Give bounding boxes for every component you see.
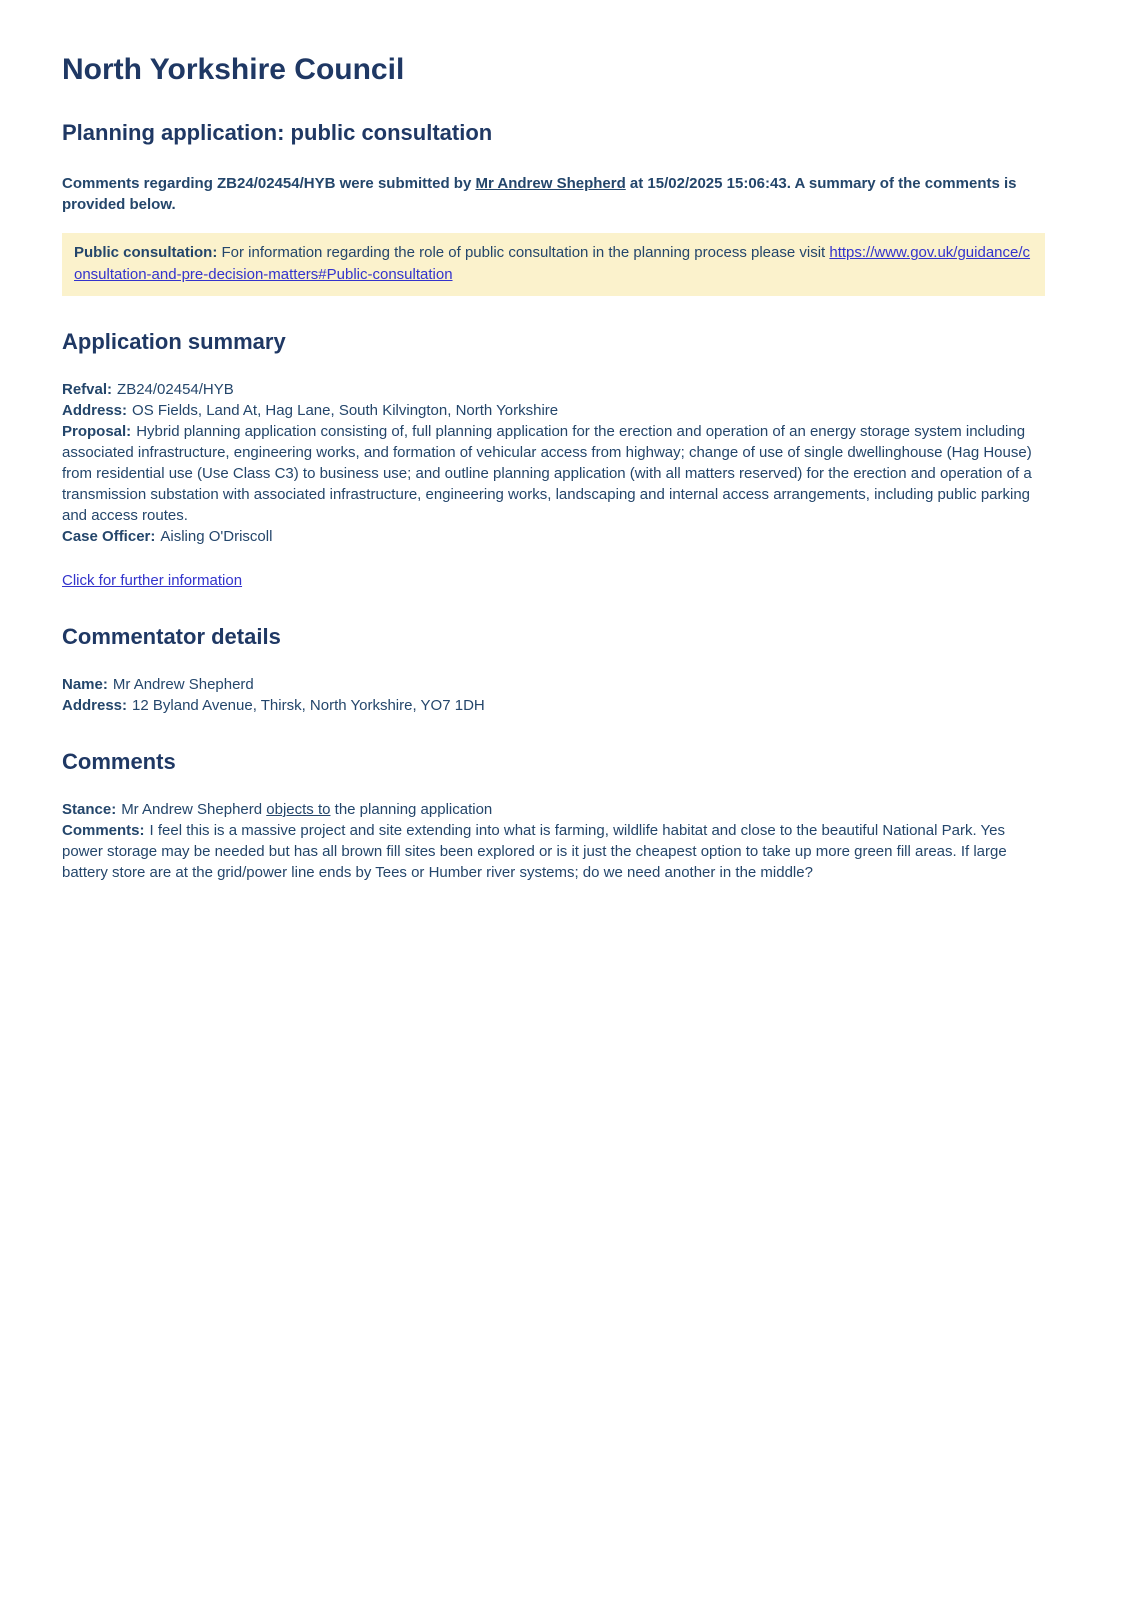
proposal-label: Proposal: [62, 423, 132, 440]
refval-value: ZB24/02454/HYB [117, 381, 234, 398]
notice-text: For information regarding the role of public consultation in the planning process please visit [217, 244, 830, 261]
site-address-value: OS Fields, Land At, Hag Lane, South Kilvington, North Yorkshire [132, 402, 559, 419]
page-title: North Yorkshire Council [62, 53, 405, 86]
commentator-name-row [62, 674, 1045, 695]
commenter-name-link[interactable]: Mr Andrew Shepherd [475, 175, 626, 192]
stance-label: Stance: [62, 801, 117, 818]
intro-text-after: at 15/02/2025 15:06:43. A summary of the comments is provided below. [62, 175, 1017, 213]
comments-heading: Comments [62, 749, 176, 774]
commentator-name-label: Name: [62, 676, 108, 693]
stance-objects-to: objects to [266, 801, 331, 818]
application-summary-details [62, 379, 1045, 547]
comments-row [62, 820, 1045, 883]
case-officer-row [62, 526, 1045, 547]
notice-label: Public consultation: [74, 244, 218, 261]
site-address-row [62, 400, 1045, 421]
commentator-address-row [62, 695, 1045, 716]
intro-paragraph [62, 173, 1045, 215]
commentator-address-value: 12 Byland Avenue, Thirsk, North Yorkshire, YO7 1DH [132, 697, 485, 714]
gov-uk-consultation-link[interactable]: https://www.gov.uk/guidance/consultation-and-pre-decision-matters#Public-consultation [74, 244, 1031, 283]
case-officer-value: Aisling O'Driscoll [160, 528, 273, 545]
comments-block [62, 799, 1045, 883]
stance-text-before: Mr Andrew Shepherd [121, 801, 267, 818]
refval-label: Refval: [62, 381, 113, 398]
comments-label: Comments: [62, 822, 145, 839]
case-officer-label: Case Officer: [62, 528, 156, 545]
stance-row [62, 799, 1045, 820]
proposal-value: Hybrid planning application consisting of, full planning application for the erection and operation of an energy storage system including associated infrastructure, engineering works, and formation of vehicular access from highway; change of use of single dwellinghouse (Hag House) from residential use (Use Class C3) to business use; and outline planning application (with all matters reserved) for the erection and operation of a transmission substation with associated infrastructure, engineering works, landscaping and internal access arrangements, including public parking and access routes. [62, 423, 1032, 524]
page-subtitle: Planning application: public consultation [62, 120, 493, 145]
proposal-row [62, 421, 1045, 526]
commentator-details-heading: Commentator details [62, 624, 281, 649]
site-address-label: Address: [62, 402, 128, 419]
intro-text-before: Comments regarding ZB24/02454/HYB were submitted by [62, 175, 476, 192]
commentator-details-block [62, 674, 1045, 716]
further-information-link[interactable]: Click for further information [62, 572, 243, 589]
stance-text-after: the planning application [330, 801, 493, 818]
public-consultation-notice [62, 233, 1045, 296]
refval-row [62, 379, 1045, 400]
commentator-address-label: Address: [62, 697, 128, 714]
commentator-name-value: Mr Andrew Shepherd [112, 676, 254, 693]
application-summary-heading: Application summary [62, 329, 286, 354]
comments-text: I feel this is a massive project and site extending into what is farming, wildlife habitat and close to the beautiful National Park. Yes power storage may be needed but has all brown fill sites been explored or is it just the cheapest option to take up more green fill areas. If large battery store are at the grid/power line ends by Tees or Humber river systems; do we need another in the middle? [62, 822, 1007, 881]
